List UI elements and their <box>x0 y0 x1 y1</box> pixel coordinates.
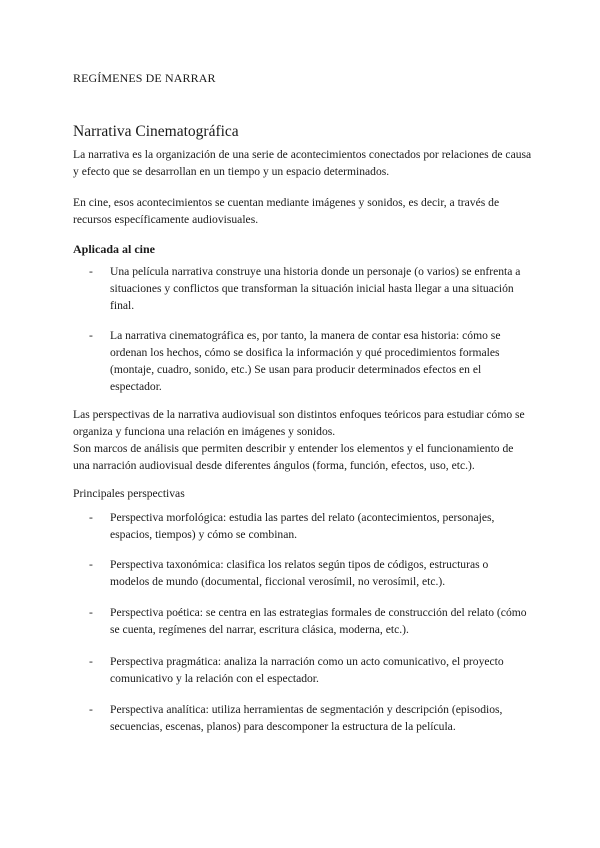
bullet-dash: - <box>89 329 93 342</box>
document-title: REGÍMENES DE NARRAR <box>73 71 216 85</box>
intro-paragraph-1: La narrativa es la organización de una serie de acontecimientos conectados por relaciones de causa y efecto que se desarrollan en un tiempo y un espacio determinados. <box>73 148 532 178</box>
list-item-text: Perspectiva taxonómica: clasifica los relatos según tipos de códigos, estructuras o modelos de mundo (documental, ficcional verosímil, no verosímil, etc.). <box>110 558 489 588</box>
list-item-text: La narrativa cinematográfica es, por tanto, la manera de contar esa historia: cómo se ordenan los hechos, cómo se dosifica la información y qué procedimientos formales (montaje, cuadro, sonido, etc.) Se usan para producir determinados efectos en el espectador. <box>110 329 501 393</box>
perspectives-paragraph-2: Son marcos de análisis que permiten describir y entender los elementos y el funcionamiento de una narración audiovisual desde diferentes ángulos (forma, función, efectos, uso, etc.). <box>73 442 514 472</box>
bullet-dash: - <box>89 511 93 524</box>
intro-paragraph-2: En cine, esos acontecimientos se cuentan mediante imágenes y sonidos, es decir, a través de recursos específicamente audiovisuales. <box>73 196 500 226</box>
list-item-text: Perspectiva morfológica: estudia las partes del relato (acontecimientos, personajes, espacios, tiempos) y cómo se combinan. <box>110 511 495 541</box>
applied-subheading: Aplicada al cine <box>73 242 156 256</box>
bullet-dash: - <box>89 606 93 619</box>
bullet-dash: - <box>89 265 93 278</box>
list-item-text: Perspectiva pragmática: analiza la narración como un acto comunicativo, el proyecto comunicativo y la relación con el espectador. <box>110 655 504 685</box>
perspectives-heading: Principales perspectivas <box>73 487 185 500</box>
bullet-dash: - <box>89 655 93 668</box>
bullet-dash: - <box>89 558 93 571</box>
list-item-text: Una película narrativa construye una historia donde un personaje (o varios) se enfrenta a situaciones y conflictos que transforman la situación inicial hasta llegar a una situación final. <box>110 265 521 312</box>
section-heading: Narrativa Cinematográfica <box>73 123 239 140</box>
list-item-text: Perspectiva poética: se centra en las estrategias formales de construcción del relato (cómo se cuenta, regímenes del narrar, escritura clásica, moderna, etc.). <box>110 606 527 636</box>
bullet-dash: - <box>89 703 93 716</box>
list-item-text: Perspectiva analítica: utiliza herramientas de segmentación y descripción (episodios, secuencias, escenas, planos) para descomponer la estructura de la película. <box>110 703 503 733</box>
perspectives-paragraph-1: Las perspectivas de la narrativa audiovisual son distintos enfoques teóricos para estudiar cómo se organiza y funciona una relación en imágenes y sonidos. <box>73 408 525 438</box>
